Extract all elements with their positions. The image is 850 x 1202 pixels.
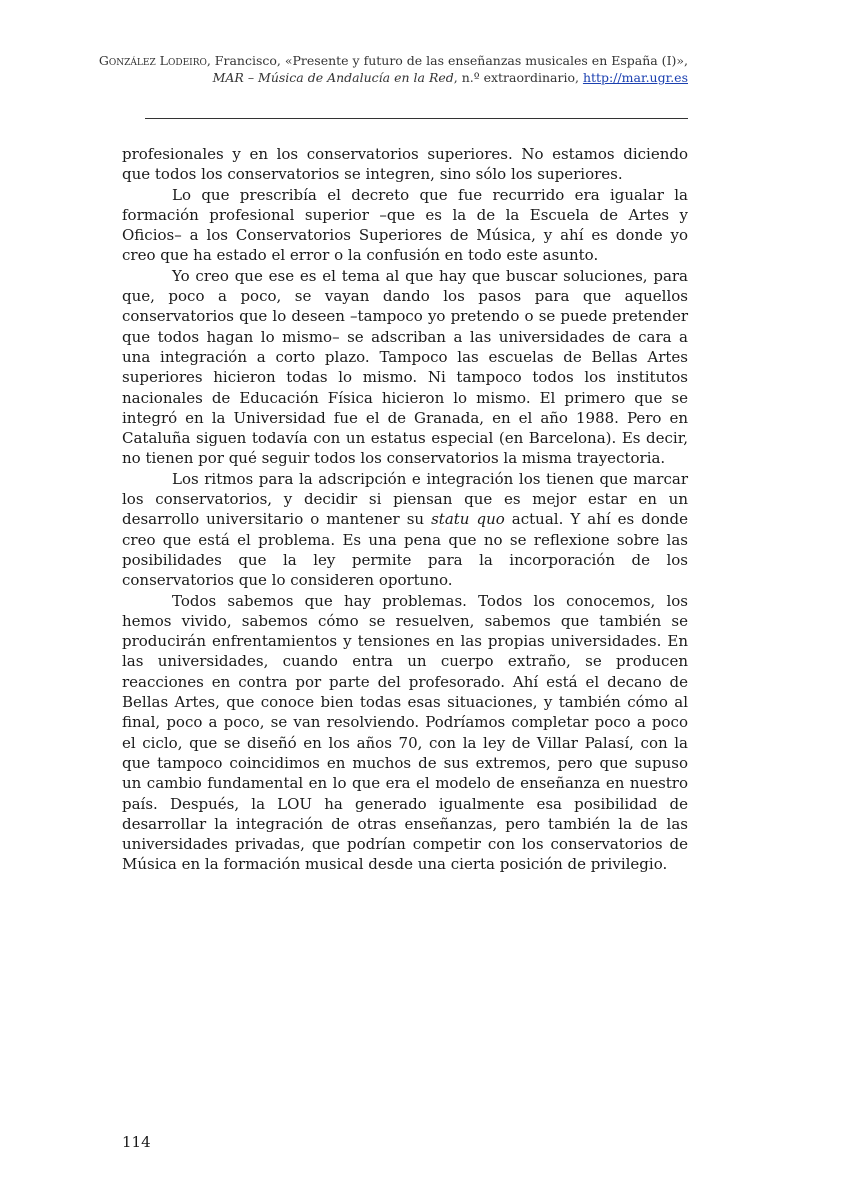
body-text bbox=[122, 144, 688, 875]
header-issue: , n.º extraordinario, bbox=[453, 70, 583, 85]
header-url-link[interactable]: http://mar.ugr.es bbox=[582, 70, 688, 85]
paragraph-4-before: Los ritmos para la adscripción e integración los tienen que marcar los conservatorios, y decidir si piensan que es mejor estar en un desarrollo universitario o mantener su bbox=[122, 469, 688, 529]
paragraph-4-after: actual. Y ahí es donde creo que está el problema. Es una pena que no se reflexione sobre las posibilidades que la ley permite para la incorporación de los conservatorios que lo consideren oportuno. bbox=[122, 510, 689, 590]
paragraph-1: profesionales y en los conservatorios superiores. No estamos diciendo que todos los conservatorios se integren, sino sólo los superiores. bbox=[122, 145, 688, 184]
header-rule bbox=[145, 118, 688, 119]
header-author: González Lodeiro bbox=[98, 53, 207, 68]
paragraph-4-italic: statu quo bbox=[431, 510, 505, 529]
page-number: 114 bbox=[122, 1133, 151, 1151]
paragraph-4 bbox=[122, 469, 688, 591]
citation-line-2 bbox=[88, 69, 688, 86]
paragraph-5: Todos sabemos que hay problemas. Todos los conocemos, los hemos vivido, sabemos cómo se resuelven, sabemos que también se producirán enfrentamientos y tensiones en las propias universidades. En las universidades, cuando entra un cuerpo extraño, se producen reacciones en contra por parte del profesorado. Ahí está el decano de Bellas Artes, que conoce bien todas esas situaciones, y también cómo al final, poco a poco, se van resolviendo. Podríamos completar poco a poco el ciclo, que se diseñó en los años 70, con la ley de Villar Palasí, con la que tampoco coincidimos en muchos de sus extremos, pero que supuso un cambio fundamental en lo que era el modelo de enseñanza en nuestro país. Después, la LOU ha generado igualmente esa posibilidad de desarrollar la integración de otras enseñanzas, pero también la de las universidades privadas, que podrían competir con los conservatorios de Música en la formación musical desde una cierta posición de privilegio. bbox=[122, 591, 688, 874]
running-header bbox=[88, 52, 688, 86]
header-citation: , Francisco, «Presente y futuro de las enseñanzas musicales en España (I)», bbox=[206, 53, 688, 68]
header-journal: MAR – Música de Andalucía en la Red bbox=[212, 70, 454, 85]
citation-line-1 bbox=[88, 52, 688, 69]
paragraph-3: Yo creo que ese es el tema al que hay que buscar soluciones, para que, poco a poco, se vayan dando los pasos para que aquellos conservatorios que lo deseen –tampoco yo pretendo o se puede pretender que todos hagan lo mismo– se adscriban a las universidades de cara a una integración a corto plazo. Tampoco las escuelas de Bellas Artes superiores hicieron todas lo mismo. Ni tampoco todos los institutos nacionales de Educación Física hicieron lo mismo. El primero que se integró en la Universidad fue el de Granada, en el año 1988. Pero en Cataluña siguen todavía con un estatus especial (en Barcelona). Es decir, no tienen por qué seguir todos los conservatorios la misma trayectoria. bbox=[122, 266, 688, 468]
paragraph-2: Lo que prescribía el decreto que fue recurrido era igualar la formación profesional superior –que es la de la Escuela de Artes y Oficios– a los Conservatorios Superiores de Música, y ahí es donde yo creo que ha estado el error o la confusión en todo este asunto. bbox=[122, 185, 688, 265]
